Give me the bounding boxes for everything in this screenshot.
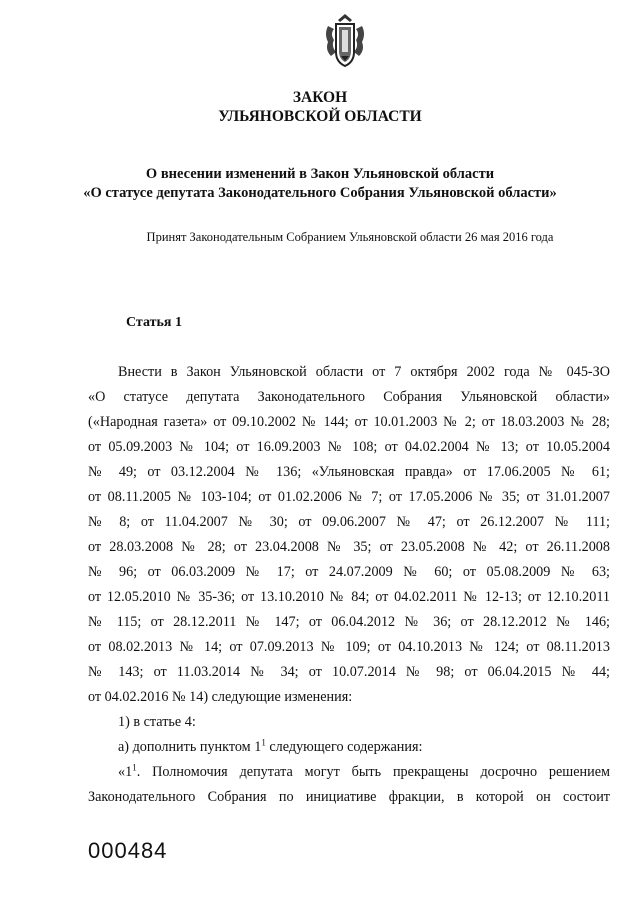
paragraph-line: от 12.05.2010 № 35-36; от 13.10.2010 № 84; от 04.02.2011 № 12-13; от 12.10.2011 — [88, 589, 610, 605]
paragraph-line: № 49; от 03.12.2004 № 136; «Ульяновская правда» от 17.06.2005 № 61; — [88, 464, 610, 480]
item-1: 1) в статье 4: — [118, 714, 196, 730]
amendment-paragraph — [88, 360, 610, 710]
paragraph-line: от 08.11.2005 № 103-104; от 01.02.2006 № 7; от 17.05.2006 № 35; от 31.01.2007 — [88, 489, 610, 505]
document-code: 000484 — [88, 838, 168, 863]
paragraph-line: Внести в Закон Ульяновской области от 7 октября 2002 года № 045-ЗО — [118, 364, 610, 380]
paragraph-line: от 04.02.2016 № 14) следующие изменения: — [88, 689, 353, 705]
article-body — [88, 360, 610, 810]
coat-of-arms-emblem — [322, 12, 368, 70]
law-title-line2: УЛЬЯНОВСКОЙ ОБЛАСТИ — [218, 108, 422, 125]
paragraph-line: № 96; от 06.03.2009 № 17; от 24.07.2009 № 60; от 05.08.2009 № 63; — [88, 564, 610, 580]
paragraph-line: («Народная газета» от 09.10.2002 № 144; от 10.01.2003 № 2; от 18.03.2003 № 28; — [88, 414, 610, 430]
adoption-note: Принят Законодательным Собранием Ульяновской области 26 мая 2016 года — [146, 230, 554, 244]
paragraph-line: от 28.03.2008 № 28; от 23.04.2008 № 35; от 23.05.2008 № 42; от 26.11.2008 — [88, 539, 610, 555]
paragraph-line: от 08.02.2013 № 14; от 07.09.2013 № 109; от 04.10.2013 № 124; от 08.11.2013 — [88, 639, 610, 655]
paragraph-line: № 115; от 28.12.2011 № 147; от 06.04.2012 № 36; от 28.12.2012 № 146; — [88, 614, 610, 630]
law-subject-line2: «О статусе депутата Законодательного Собрания Ульяновской области» — [83, 185, 557, 201]
article-heading: Статья 1 — [126, 315, 182, 330]
paragraph-line: от 05.09.2003 № 104; от 16.09.2003 № 108; от 04.02.2004 № 13; от 10.05.2004 — [88, 439, 610, 455]
law-subject-line1: О внесении изменений в Закон Ульяновской области — [145, 166, 495, 182]
paragraph-line: «О статусе депутата Законодательного Собрания Ульяновской области» — [88, 389, 610, 405]
paragraph-line: № 8; от 11.04.2007 № 30; от 09.06.2007 № 47; от 26.12.2007 № 111; — [88, 514, 610, 530]
law-title-line1: ЗАКОН — [292, 89, 348, 106]
item-a: а) дополнить пунктом $1^1$ следующего содержания: — [118, 737, 423, 755]
quoted-provision: «$1^1$. Полномочия депутата могут быть прекращены досрочно решением Законодательного Собрания по инициативе фракции, в которой он состоит — [88, 760, 610, 810]
paragraph-line: Законодательного Собрания по инициативе фракции, в которой он состоит — [88, 789, 610, 805]
paragraph-line: № 143; от 11.03.2014 № 34; от 10.07.2014 № 98; от 06.04.2015 № 44; — [88, 664, 610, 680]
